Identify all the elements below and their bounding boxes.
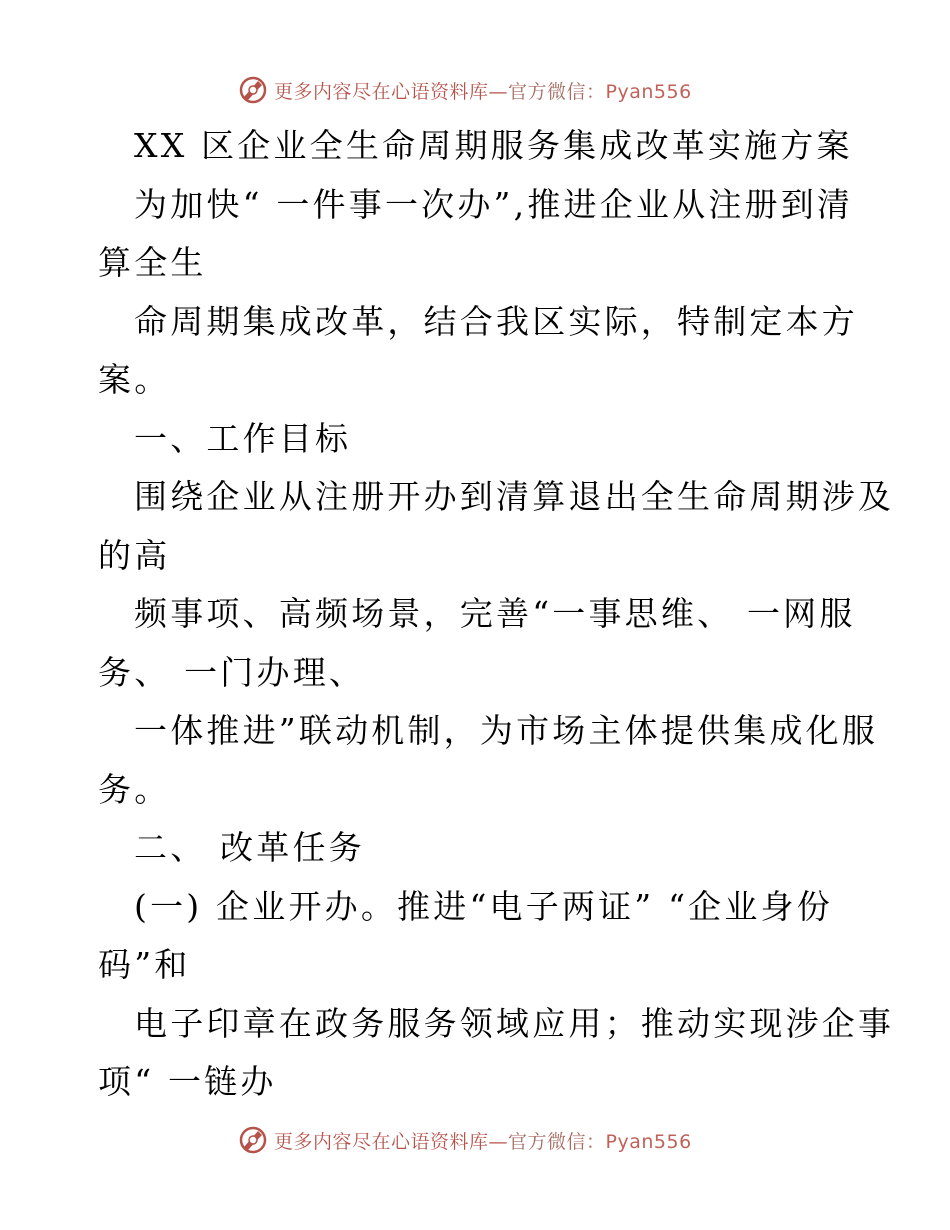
paragraph-line: 电子印章在政务服务领域应用；推动实现涉企事 [134,1004,895,1043]
watermark-separator: — [488,1130,509,1153]
paragraph-line: 频事项、高频场景，完善“一事思维、 一网服 [134,594,856,633]
paragraph-line: 围绕企业从注册开办到清算退出全生命周期涉及 [134,477,895,516]
section-heading: 一、工作目标 [134,419,352,458]
watermark-wechat-label: 官方微信： [508,1130,606,1153]
paragraph-line: 的高 [98,536,171,575]
watermark-text [274,77,692,104]
paragraph-line: 算全生 [98,243,207,282]
paragraph-line: (一) 企业开办。推进“电子两证” “企业身份 [134,887,833,926]
watermark-separator: — [488,80,509,103]
watermark-prefix: 更多内容尽在心语资料库 [274,1130,489,1153]
paragraph-line: 项“ 一链办 [98,1062,277,1101]
watermark-wechat-label: 官方微信： [508,80,606,103]
paragraph-line: 一体推进”联动机制，为市场主体提供集成化服 [134,711,879,750]
paragraph-line: 务、 一门办理、 [98,653,366,692]
paragraph-line: 为加快“ 一件事一次办”,推进企业从注册到清 [134,185,854,224]
paragraph-line: 案。 [98,360,171,399]
paragraph-line: 命周期集成改革，结合我区实际，特制定本方 [134,302,858,341]
paragraph-line: 码”和 [98,945,191,984]
watermark-banner-top [238,73,692,107]
watermark-text [274,1127,692,1154]
pen-seal-icon [238,75,268,105]
paragraph-line: 务。 [98,770,171,809]
document-title: XX 区企业全生命周期服务集成改革实施方案 [134,126,853,165]
watermark-wechat-id: Pyan556 [605,80,692,103]
section-heading: 二、 改革任务 [134,828,365,867]
pen-seal-icon [238,1125,268,1155]
watermark-wechat-id: Pyan556 [605,1130,692,1153]
watermark-banner-bottom [238,1123,692,1157]
watermark-prefix: 更多内容尽在心语资料库 [274,80,489,103]
